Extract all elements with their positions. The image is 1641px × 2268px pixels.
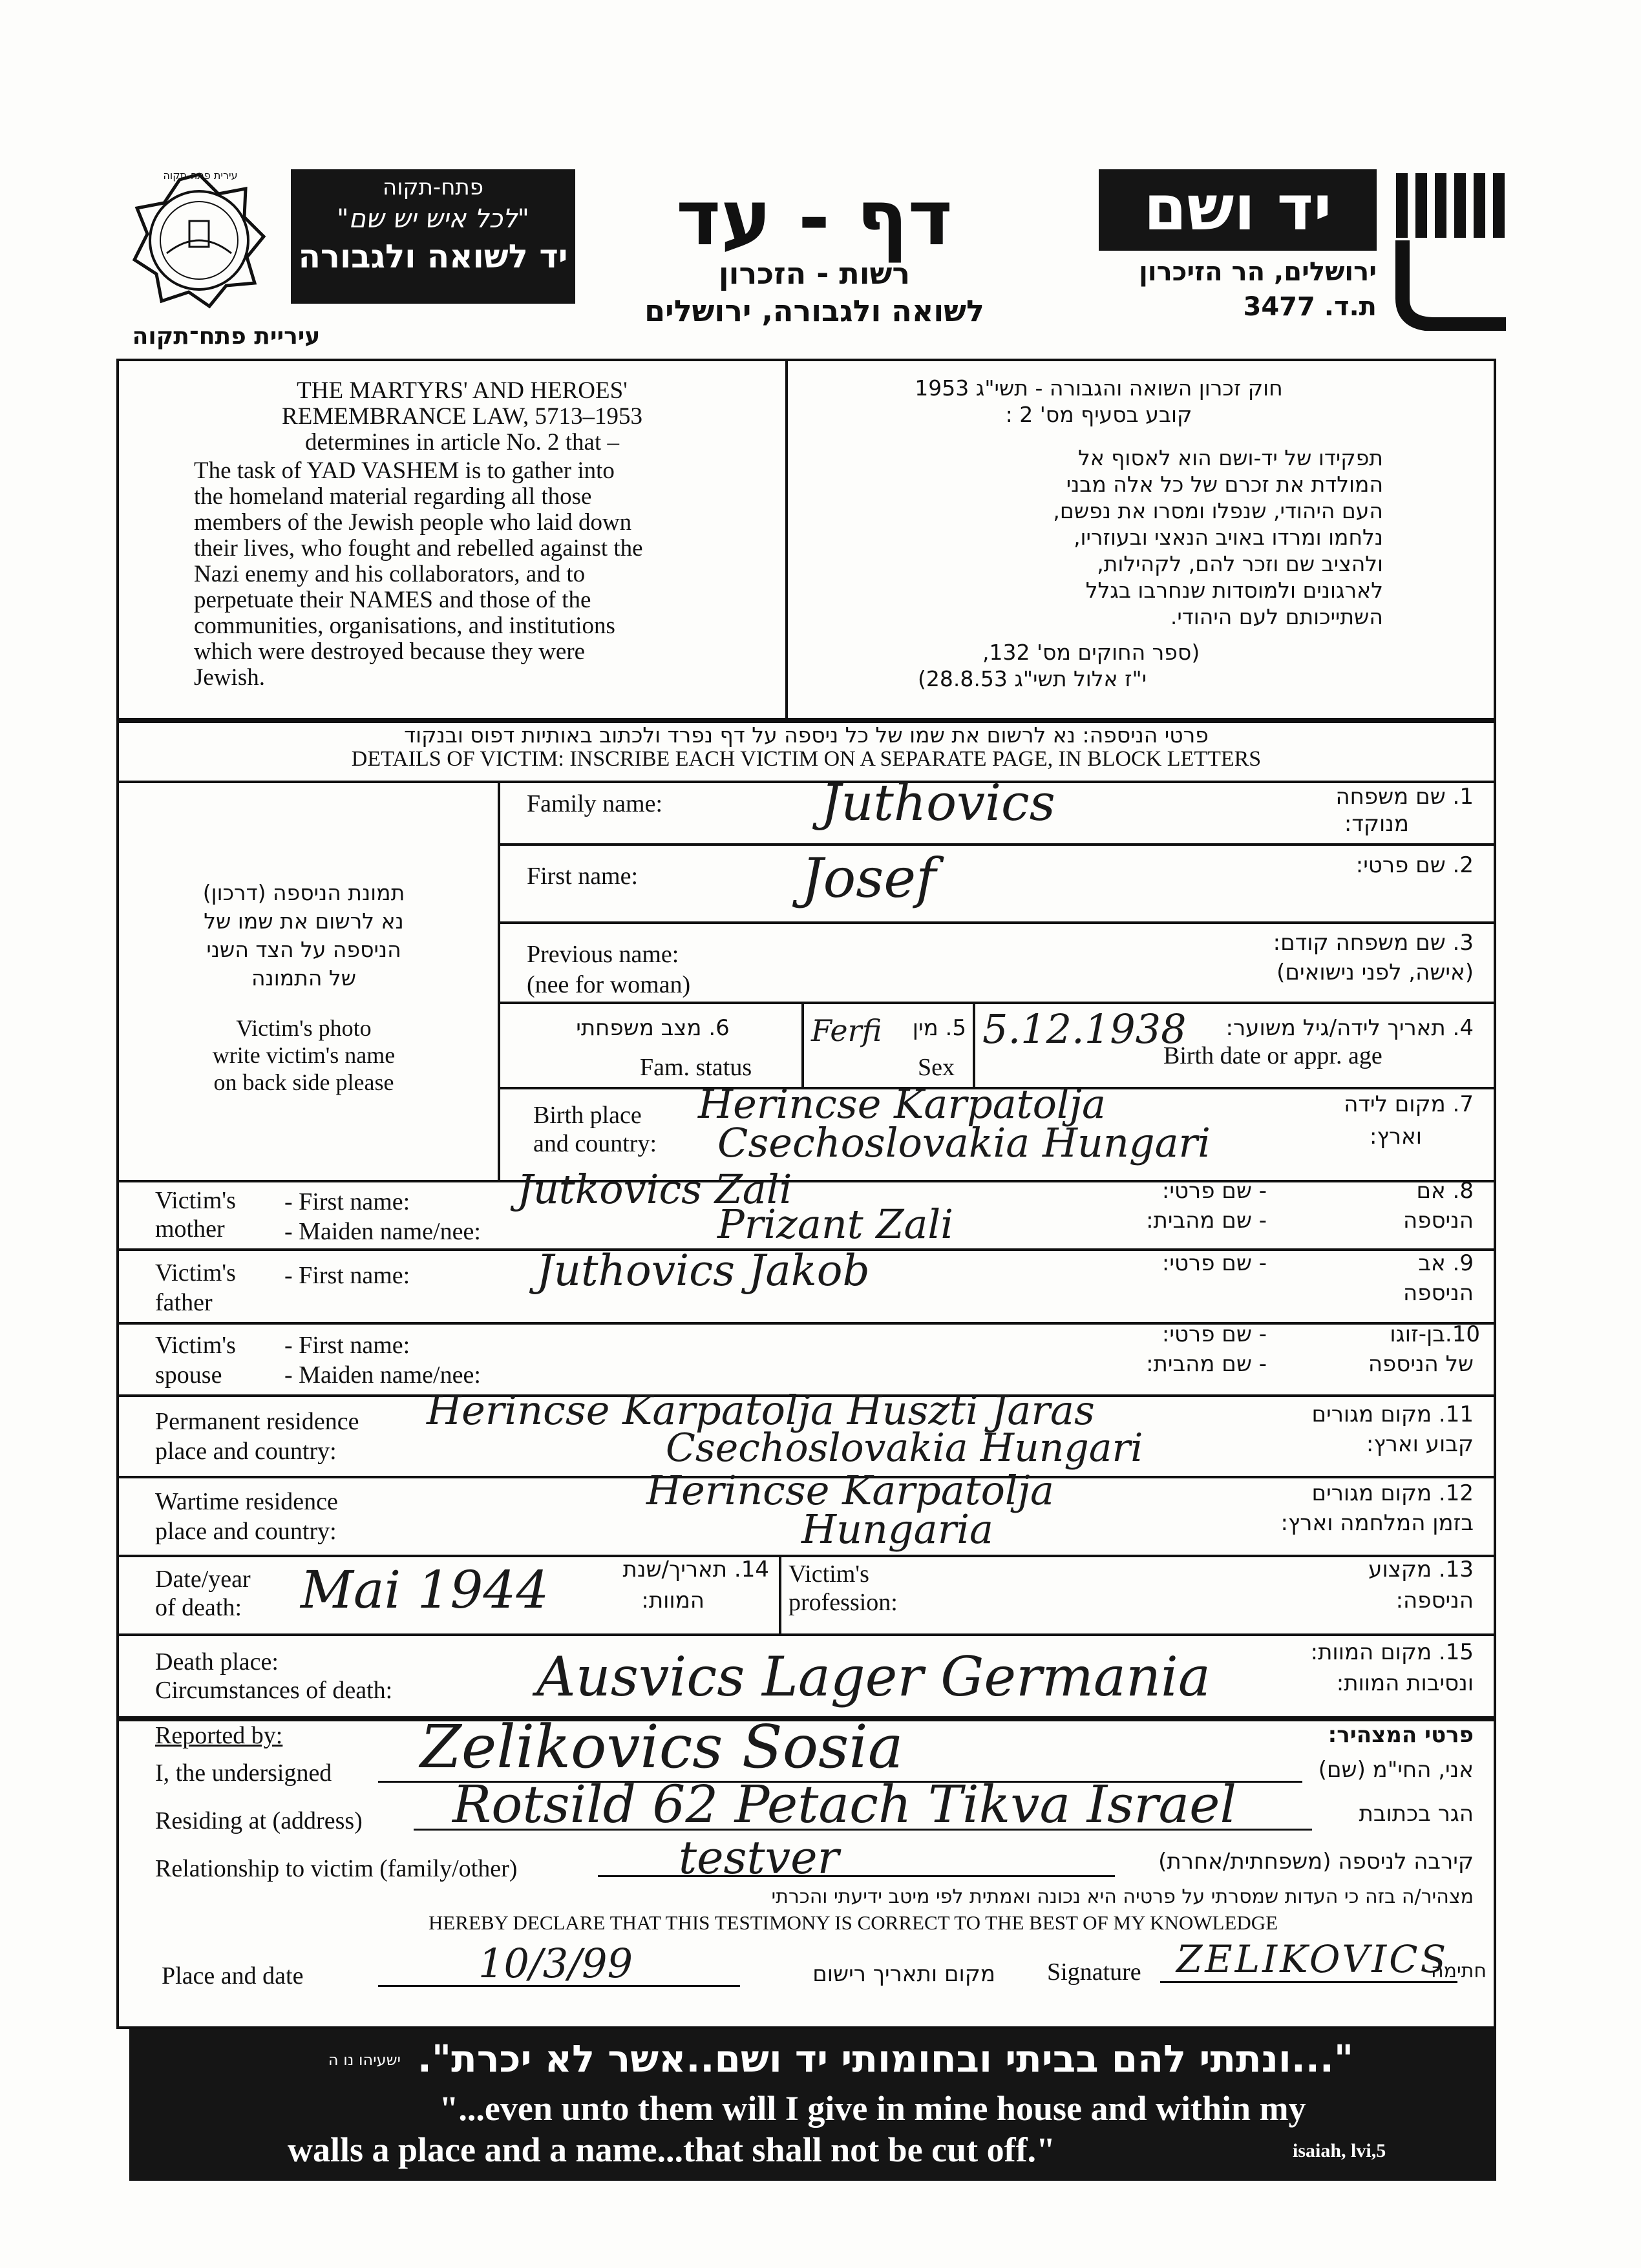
menorah-icon [1390,169,1519,331]
death-date-sublabel: of death: [155,1594,242,1621]
birth-date-field[interactable]: 5.12.1938 [982,1005,1187,1053]
law-he-line: תפקידו של יד-ושם הוא לאסוף אל [1077,445,1383,470]
mother-first-label: - First name: [284,1188,410,1215]
spouse-maiden-label: - Maiden name/nee: [284,1361,481,1389]
family-name-field[interactable]: Juthovics [821,774,1055,832]
photo-he-line: הניספה על הצד השני [206,937,401,962]
mother-label-he2: הניספה [1403,1208,1474,1234]
wartime-residence-label-he2: בזמן המלחמה וארץ: [1280,1510,1474,1536]
wartime-residence-sublabel: place and country: [155,1518,337,1545]
photo-he-line: של התמונה [251,965,357,991]
law-he-line: ולהציב שם וזכר להם, לקהילות, [1097,551,1383,576]
footer-quote-box [129,2029,1496,2181]
mother-sublabel: mother [155,1215,225,1243]
wartime-residence-label-he: 12. מקום מגורים [1311,1480,1474,1506]
details-header-en: DETAILS OF VICTIM: INSCRIBE EACH VICTIM ON A SEPARATE PAGE, IN BLOCK LETTERS [351,747,1262,771]
form-title: דף - עד [675,173,953,262]
death-date-label: Date/year [155,1566,251,1593]
permanent-residence-field-2[interactable]: Csechoslovakia Hungari [666,1425,1143,1471]
first-name-field[interactable]: Josef [801,846,937,910]
permanent-residence-label-he2: קבוע וארץ: [1366,1431,1474,1457]
photo-he-line: נא לרשום את שמו של [204,908,404,934]
death-place-label-he2: ונסיבות המוות: [1336,1670,1474,1696]
yad-vashem-address: ירושלים, הר הזיכרון [1139,257,1377,287]
previous-name-label-he: 3. שם משפחה קודם: [1273,930,1474,956]
place-date-label-he: מקום ותאריך רישום [812,1961,995,1987]
mother-maiden-name-field[interactable]: Prizant Zali [717,1201,954,1248]
relationship-label: Relationship to victim (family/other) [155,1855,518,1882]
permanent-residence-label: Permanent residence [155,1408,359,1435]
family-name-label-he2: מנוקד: [1344,811,1409,837]
photo-he-line: תמונת הניספה (דרכון) [202,880,405,905]
law-hebrew [814,375,1383,692]
reporter-title-he: פרטי המצהיר: [1328,1722,1474,1748]
footer-quote-en-2: walls a place and a name...that shall not be cut off." [288,2130,1056,2169]
municipality-slogan: "לכל איש יש שם" [337,204,529,234]
footer-quote-he: "...ונתתי להם בביתי ובחומותי יד ושם..אשר לא יכרת". [417,2037,1354,2081]
previous-name-label-he2: (אישה, לפני נישואים) [1276,960,1474,985]
authority-line2: לשואה ולגבורה, ירושלים [644,293,984,328]
birth-place-label-he2: וארץ: [1370,1124,1422,1150]
declaration-en: HEREBY DECLARE THAT THIS TESTIMONY IS CORRECT TO THE BEST OF MY KNOWLEDGE [428,1911,1278,1934]
municipality-caption: עיריית פתח־תקוה [132,323,321,350]
father-label: Victim's [155,1259,236,1286]
permanent-residence-sublabel: place and country: [155,1438,337,1465]
mother-first-label-he: - שם פרטי: [1161,1178,1267,1204]
permanent-residence-field[interactable]: Herincse Karpatolja Huszti Jaras [427,1387,1095,1434]
municipality-seal [128,169,270,311]
photo-instructions-en [129,1014,478,1096]
place-date-label: Place and date [162,1962,304,1990]
family-name-label-he: 1. שם משפחה [1335,784,1474,810]
birth-date-label: Birth date or appr. age [1163,1042,1382,1069]
previous-name-sublabel: (nee for woman) [527,971,691,998]
wartime-residence-label: Wartime residence [155,1488,338,1515]
municipality-yad: יד לשואה ולגבורה [298,238,568,275]
law-en-line: which were destroyed because they were [194,638,586,665]
wartime-residence-field[interactable]: Herincse Karpatolja [646,1467,1054,1514]
spouse-label: Victim's [155,1332,236,1359]
death-date-label-he: 14. תאריך/שנת [622,1557,769,1582]
reporter-address-field[interactable]: Rotsild 62 Petach Tikva Israel [452,1774,1237,1834]
wartime-residence-field-2[interactable]: Hungaria [801,1506,994,1553]
signature-label: Signature [1047,1958,1141,1986]
death-date-field[interactable]: Mai 1944 [301,1560,549,1620]
family-name-label: Family name: [527,790,663,817]
law-en-line: perpetuate their NAMES and those of the [194,587,591,613]
sex-label: Sex [918,1054,955,1081]
spouse-first-label-he: - שם פרטי: [1161,1321,1267,1347]
municipality-slogan-box [291,169,575,304]
details-header-he: פרטי הניספה: נא לרשום את שמו של כל ניספה על דף נפרד ולכתוב באותיות דפוס ובנקוד [404,722,1209,748]
law-en-line: the homeland material regarding all those [194,483,592,510]
municipality-city: פתח-תקוה [382,174,483,200]
profession-label-he: 13. מקצוע [1368,1557,1474,1582]
po-box: ת.ד. 3477 [1243,292,1377,322]
reported-by-label: Reported by: [155,1722,283,1749]
law-he-line: השתייכותם לעם היהודי. [1170,604,1383,629]
mother-maiden-label-he: - שם מהבית: [1146,1208,1267,1234]
profession-sublabel: profession: [789,1589,898,1616]
father-label-he2: הניספה [1403,1280,1474,1306]
undersigned-label-he: אני, החי"מ (שם) [1318,1757,1474,1783]
photo-instructions-he [129,879,478,992]
law-he-ref: י"ז אלול תשי"ג 28.8.53) [918,666,1147,691]
residing-label: Residing at (address) [155,1807,363,1834]
undersigned-label: I, the undersigned [155,1759,332,1787]
place-date-field[interactable]: 10/3/99 [478,1940,633,1987]
mother-label: Victim's [155,1187,236,1214]
death-date-label-he2: המוות: [641,1588,704,1613]
spouse-first-label: - First name: [284,1332,410,1359]
law-he-ref: (ספר החוקים מס' 132, [982,640,1200,665]
law-en-line: their lives, who fought and rebelled against the [194,535,643,562]
profession-label-he2: הניספה: [1395,1588,1474,1613]
relationship-label-he: קירבה לניספה (משפחתית/אחרת) [1158,1849,1474,1874]
spouse-label-he2: של הניספה [1368,1351,1474,1377]
photo-en-line: Victim's photo [236,1015,372,1041]
relationship-field[interactable]: testver [679,1831,840,1884]
mother-maiden-label: - Maiden name/nee: [284,1218,481,1245]
father-first-label: - First name: [284,1262,410,1289]
law-en-line: members of the Jewish people who laid down [194,509,632,536]
mother-first-name-field[interactable]: Jutkovics Zali [517,1166,792,1213]
mother-label-he: 8. אם [1416,1178,1474,1204]
law-he-title: חוק זכרון השואה והגבורה - תשי"ג 1953 [915,375,1283,401]
law-he-title2: קובע בסעיף מס' 2 : [1005,402,1192,427]
signature-label-he: חתימה [1430,1960,1487,1982]
sex-field[interactable]: Ferfi [811,1013,882,1048]
fam-status-label-he: 6. מצב משפחתי [576,1015,730,1041]
law-english [194,378,730,691]
law-he-line: העם היהודי, שנפלו ומסרו את נפשם, [1053,498,1383,523]
law-en-title2: REMEMBRANCE LAW, 5713–1953 [282,403,642,430]
spouse-maiden-label-he: - שם מהבית: [1146,1351,1267,1377]
birth-place-field-2[interactable]: Csechoslovakia Hungari [717,1119,1211,1166]
photo-en-line: on back side please [213,1069,394,1095]
footer-quote-en-1: "...even unto them will I give in mine house and within my [439,2089,1306,2128]
death-place-label-he: 15. מקום המוות: [1310,1639,1474,1665]
signature-field[interactable]: ZELIKOVICS [1176,1937,1449,1981]
law-en-line: Nazi enemy and his collaborators, and to [194,561,586,587]
law-en-line: communities, organisations, and institutions [194,613,615,639]
profession-label: Victim's [789,1560,869,1588]
municipality-seal-text: עירית פתח-תקוה [163,169,238,182]
reporter-name-field[interactable]: Zelikovics Sosia [420,1712,904,1781]
death-place-label: Death place: [155,1648,279,1675]
residing-label-he: הגר בכתובת [1359,1801,1474,1827]
law-en-title3: determines in article No. 2 that – [305,429,619,456]
father-first-name-field[interactable]: Juthovics Jakob [536,1246,870,1296]
law-he-line: לארגונים ולמוסדות שנחרבו בגלל [1085,578,1383,603]
death-place-field[interactable]: Ausvics Lager Germania [536,1645,1211,1708]
law-he-line: המולדת את זכרם של כל אלה מבני [1066,472,1383,497]
birth-place-sublabel: and country: [533,1130,657,1157]
law-en-line: Jewish. [194,664,265,691]
previous-name-label: Previous name: [527,941,679,968]
fam-status-label: Fam. status [640,1054,752,1081]
first-name-label: First name: [527,863,639,890]
footer-ref-en: isaiah, lvi,5 [1293,2140,1386,2161]
death-place-sublabel: Circumstances of death: [155,1677,393,1704]
authority-line1: רשות - הזכרון [718,256,911,291]
first-name-label-he: 2. שם פרטי: [1355,852,1474,878]
law-en-title: THE MARTYRS' AND HEROES' [297,377,628,404]
spouse-sublabel: spouse [155,1361,222,1389]
spouse-label-he: 10.בן-זוגו [1390,1321,1480,1347]
birth-date-label-he: 4. תאריך לידה/גיל משוער: [1225,1015,1474,1041]
birth-place-label-he: 7. מקום לידה [1344,1091,1474,1117]
sex-label-he: 5. מין [912,1015,966,1041]
birth-place-label: Birth place [533,1102,642,1129]
law-he-line: נלחמו ומרדו באויב הנאצי ובעוזריו, [1074,525,1383,550]
footer-ref-he: ישעיהו נו ה [328,2051,401,2069]
birth-place-field[interactable]: Herincse Karpatolja [698,1080,1106,1128]
permanent-residence-label-he: 11. מקום מגורים [1311,1402,1474,1427]
father-sublabel: father [155,1289,213,1316]
father-label-he: 9. אב [1418,1250,1474,1276]
law-en-line: The task of YAD VASHEM is to gather into [194,457,615,484]
yad-vashem-logo: יד ושם [1099,169,1377,251]
father-first-label-he: - שם פרטי: [1161,1250,1267,1276]
photo-en-line: write victim's name [212,1042,396,1068]
declaration-he: מצהיר/ה בזה כי העדות שמסרתי על פרטיה היא נכונה ואמתית לפי מיטב ידיעתי והכרתי [771,1885,1474,1908]
